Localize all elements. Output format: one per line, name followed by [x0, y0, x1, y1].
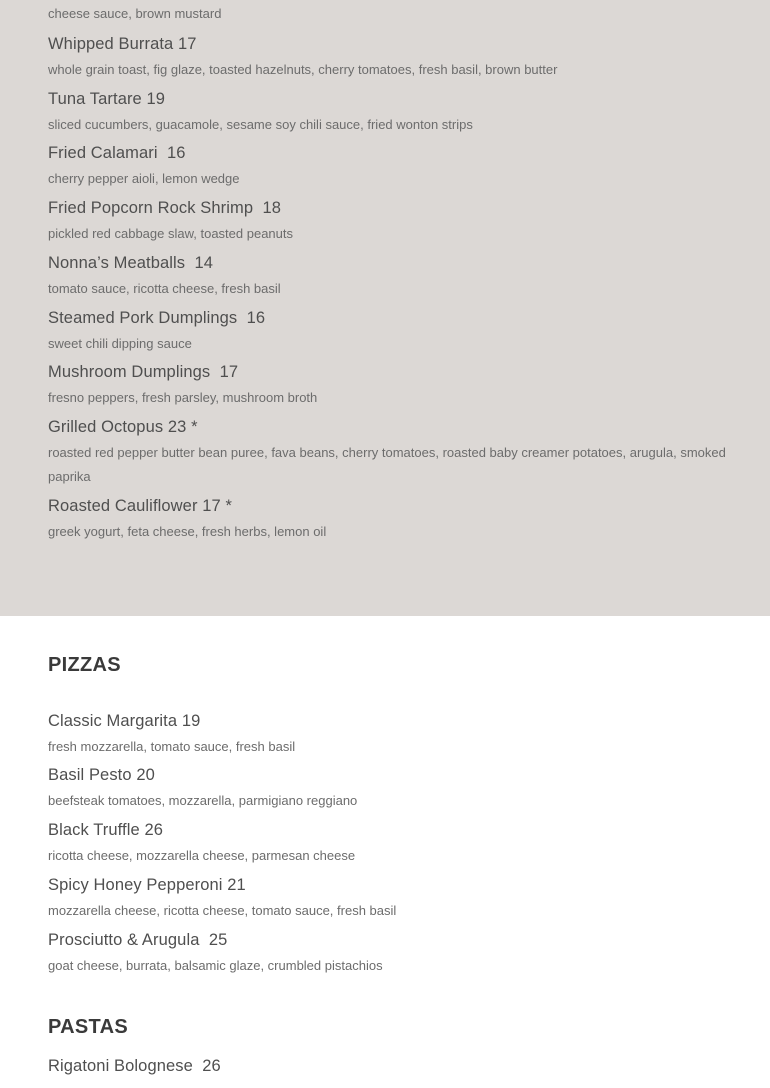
- item-title: Fried Calamari 16: [48, 144, 186, 162]
- item-description: whole grain toast, fig glaze, toasted hazelnuts, cherry tomatoes, fresh basil, brown butter: [48, 62, 558, 77]
- menu-item: [48, 874, 730, 923]
- item-description: greek yogurt, feta cheese, fresh herbs, lemon oil: [48, 524, 327, 539]
- section-heading-pizzas: PIZZAS: [48, 654, 121, 676]
- menu-item: [48, 416, 730, 489]
- menu-item: [48, 252, 730, 301]
- item-description: roasted red pepper butter bean puree, fava beans, cherry tomatoes, roasted baby creamer potatoes, arugula, smoked paprika: [48, 445, 726, 484]
- item-description: mozzarella cheese, ricotta cheese, tomato sauce, fresh basil: [48, 903, 397, 918]
- menu-item: [48, 819, 730, 868]
- item-title: Tuna Tartare 19: [48, 90, 166, 108]
- menu-item: [48, 2, 730, 26]
- menu-item: [48, 33, 730, 82]
- item-title: Spicy Honey Pepperoni 21: [48, 876, 246, 894]
- item-title: Nonna’s Meatballs 14: [48, 254, 214, 272]
- item-title: Basil Pesto 20: [48, 766, 155, 784]
- item-description: cheese sauce, brown mustard: [48, 6, 222, 21]
- item-description: cherry pepper aioli, lemon wedge: [48, 171, 240, 186]
- menu-item: [48, 929, 730, 978]
- menu-item: [48, 495, 730, 544]
- menu-item: [48, 1055, 730, 1077]
- item-title: Whipped Burrata 17: [48, 35, 197, 53]
- item-description: beefsteak tomatoes, mozzarella, parmigiano reggiano: [48, 793, 358, 808]
- item-title: Classic Margarita 19: [48, 712, 201, 730]
- menu-item: [48, 710, 730, 759]
- menu-item: [48, 307, 730, 356]
- menu-item: [48, 88, 730, 137]
- item-description: fresno peppers, fresh parsley, mushroom broth: [48, 390, 318, 405]
- item-description: fresh mozzarella, tomato sauce, fresh basil: [48, 739, 296, 754]
- item-title: Rigatoni Bolognese 26: [48, 1057, 221, 1075]
- item-title: Prosciutto & Arugula 25: [48, 931, 228, 949]
- item-title: Fried Popcorn Rock Shrimp 18: [48, 199, 282, 217]
- menu-item: [48, 361, 730, 410]
- menu-item: [48, 142, 730, 191]
- menu-item: [48, 197, 730, 246]
- item-description: sliced cucumbers, guacamole, sesame soy chili sauce, fried wonton strips: [48, 117, 473, 132]
- item-description: tomato sauce, ricotta cheese, fresh basil: [48, 281, 281, 296]
- item-description: ricotta cheese, mozzarella cheese, parmesan cheese: [48, 848, 356, 863]
- pizzas-pastas-section: [0, 616, 770, 1088]
- item-title: Steamed Pork Dumplings 16: [48, 309, 266, 327]
- menu-item: [48, 764, 730, 813]
- item-title: Black Truffle 26: [48, 821, 164, 839]
- item-title: Grilled Octopus 23 *: [48, 418, 198, 436]
- item-title: Roasted Cauliflower 17 *: [48, 497, 232, 515]
- item-description: pickled red cabbage slaw, toasted peanuts: [48, 226, 294, 241]
- section-heading-pastas: PASTAS: [48, 1016, 128, 1038]
- item-description: goat cheese, burrata, balsamic glaze, crumbled pistachios: [48, 958, 383, 973]
- item-title: Mushroom Dumplings 17: [48, 363, 239, 381]
- item-description: sweet chili dipping sauce: [48, 336, 192, 351]
